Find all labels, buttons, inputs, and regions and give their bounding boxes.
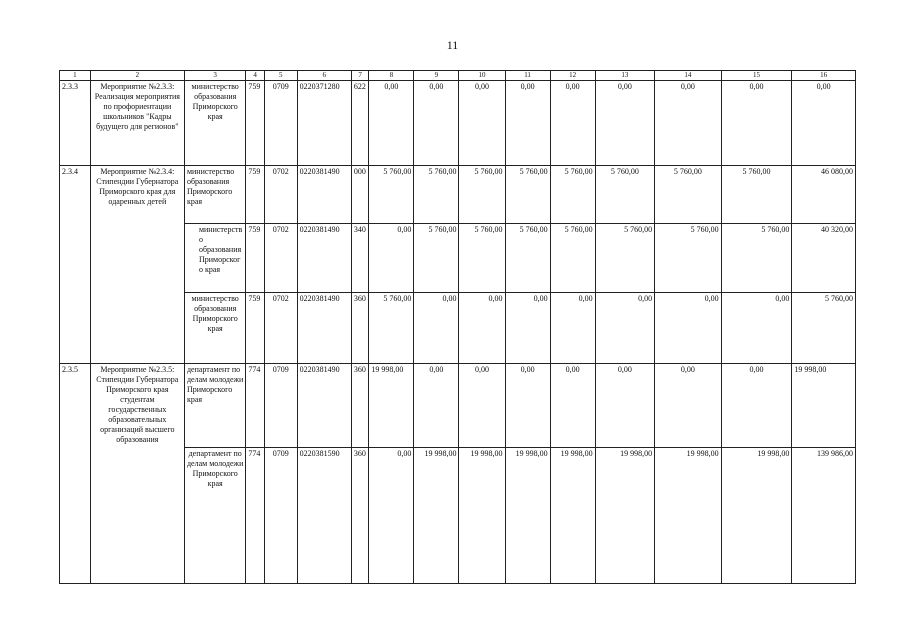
value-cell: 0,00 bbox=[459, 364, 505, 448]
header-cell: 7 bbox=[351, 71, 368, 81]
header-row bbox=[60, 71, 856, 81]
cell-6: 0220381590 bbox=[297, 448, 351, 584]
value-cell: 0,00 bbox=[721, 364, 792, 448]
value-cell: 19 998,00 bbox=[505, 448, 550, 584]
value-cell: 5 760,00 bbox=[655, 166, 722, 224]
value-cell: 0,00 bbox=[595, 364, 654, 448]
value-cell: 5 760,00 bbox=[792, 293, 856, 364]
cell-6: 0220381490 bbox=[297, 364, 351, 448]
page-number: 11 bbox=[446, 38, 459, 52]
cell-6: 0220381490 bbox=[297, 224, 351, 293]
cell-5: 0709 bbox=[264, 448, 297, 584]
cell-5: 0709 bbox=[264, 81, 297, 166]
cell-5: 0702 bbox=[264, 166, 297, 224]
cell-6: 0220381490 bbox=[297, 293, 351, 364]
header-cell: 3 bbox=[184, 71, 245, 81]
value-cell: 0,00 bbox=[414, 293, 459, 364]
cell-7: 360 bbox=[351, 364, 368, 448]
value-cell: 0,00 bbox=[369, 448, 414, 584]
cell-4: 759 bbox=[246, 166, 264, 224]
item-number: 2.3.3 bbox=[60, 81, 91, 166]
value-cell: 19 998,00 bbox=[369, 364, 414, 448]
cell-5: 0702 bbox=[264, 224, 297, 293]
value-cell: 5 760,00 bbox=[505, 224, 550, 293]
value-cell: 0,00 bbox=[721, 293, 792, 364]
header-cell: 6 bbox=[297, 71, 351, 81]
value-cell: 0,00 bbox=[505, 364, 550, 448]
cell-7: 000 bbox=[351, 166, 368, 224]
header-cell: 15 bbox=[721, 71, 792, 81]
value-cell: 5 760,00 bbox=[505, 166, 550, 224]
header-cell: 16 bbox=[792, 71, 856, 81]
event-name: Мероприятие №2.3.3: Реализация мероприятия по профориентации школьников "Кадры будущего для регионов" bbox=[90, 81, 184, 166]
executor: департамент по делам молодежи Приморского края bbox=[184, 448, 245, 584]
header-cell: 9 bbox=[414, 71, 459, 81]
table-row bbox=[60, 364, 856, 448]
cell-7: 340 bbox=[351, 224, 368, 293]
budget-table bbox=[59, 70, 856, 584]
header-cell: 11 bbox=[505, 71, 550, 81]
executor: министерство образования Приморского края bbox=[184, 293, 245, 364]
value-cell: 0,00 bbox=[721, 81, 792, 166]
header-cell: 4 bbox=[246, 71, 264, 81]
cell-4: 774 bbox=[246, 364, 264, 448]
value-cell: 0,00 bbox=[595, 293, 654, 364]
table-row bbox=[60, 166, 856, 224]
value-cell: 5 760,00 bbox=[721, 166, 792, 224]
value-cell: 5 760,00 bbox=[369, 166, 414, 224]
header-cell: 2 bbox=[90, 71, 184, 81]
value-cell: 5 760,00 bbox=[369, 293, 414, 364]
cell-5: 0702 bbox=[264, 293, 297, 364]
value-cell: 0,00 bbox=[414, 81, 459, 166]
header-cell: 14 bbox=[655, 71, 722, 81]
value-cell: 5 760,00 bbox=[459, 224, 505, 293]
value-cell: 46 080,00 bbox=[792, 166, 856, 224]
value-cell: 139 986,00 bbox=[792, 448, 856, 584]
value-cell: 5 760,00 bbox=[550, 166, 595, 224]
cell-7: 360 bbox=[351, 293, 368, 364]
header-cell: 1 bbox=[60, 71, 91, 81]
header-cell: 8 bbox=[369, 71, 414, 81]
item-number: 2.3.4 bbox=[60, 166, 91, 364]
value-cell: 5 760,00 bbox=[655, 224, 722, 293]
value-cell: 0,00 bbox=[792, 81, 856, 166]
value-cell: 5 760,00 bbox=[414, 224, 459, 293]
value-cell: 19 998,00 bbox=[721, 448, 792, 584]
value-cell: 0,00 bbox=[550, 293, 595, 364]
value-cell: 5 760,00 bbox=[595, 224, 654, 293]
value-cell: 19 998,00 bbox=[459, 448, 505, 584]
value-cell: 0,00 bbox=[505, 81, 550, 166]
value-cell: 0,00 bbox=[655, 81, 722, 166]
header-cell: 13 bbox=[595, 71, 654, 81]
executor: министерство образования Приморского края bbox=[184, 166, 245, 224]
cell-4: 759 bbox=[246, 224, 264, 293]
value-cell: 19 998,00 bbox=[550, 448, 595, 584]
executor: министерство образования Приморского края bbox=[184, 224, 245, 293]
cell-4: 774 bbox=[246, 448, 264, 584]
value-cell: 0,00 bbox=[655, 293, 722, 364]
value-cell: 40 320,00 bbox=[792, 224, 856, 293]
value-cell: 19 998,00 bbox=[414, 448, 459, 584]
value-cell: 0,00 bbox=[550, 364, 595, 448]
cell-5: 0709 bbox=[264, 364, 297, 448]
value-cell: 19 998,00 bbox=[655, 448, 722, 584]
value-cell: 19 998,00 bbox=[792, 364, 856, 448]
value-cell: 5 760,00 bbox=[550, 224, 595, 293]
event-name: Мероприятие №2.3.5: Стипендии Губернатора Приморского края студентам государственных образовательных организаций высшего образования bbox=[90, 364, 184, 584]
executor: департамент по делам молодежи Приморского края bbox=[184, 364, 245, 448]
value-cell: 0,00 bbox=[655, 364, 722, 448]
cell-4: 759 bbox=[246, 293, 264, 364]
header-cell: 5 bbox=[264, 71, 297, 81]
value-cell: 5 760,00 bbox=[595, 166, 654, 224]
cell-7: 622 bbox=[351, 81, 368, 166]
value-cell: 0,00 bbox=[414, 364, 459, 448]
cell-6: 0220371280 bbox=[297, 81, 351, 166]
executor: министерство образования Приморского края bbox=[184, 81, 245, 166]
value-cell: 0,00 bbox=[459, 81, 505, 166]
cell-4: 759 bbox=[246, 81, 264, 166]
value-cell: 0,00 bbox=[595, 81, 654, 166]
event-name: Мероприятие №2.3.4: Стипендии Губернатора Приморского края для одаренных детей bbox=[90, 166, 184, 364]
value-cell: 0,00 bbox=[459, 293, 505, 364]
header-cell: 10 bbox=[459, 71, 505, 81]
table-row bbox=[60, 81, 856, 166]
item-number: 2.3.5 bbox=[60, 364, 91, 584]
value-cell: 0,00 bbox=[369, 81, 414, 166]
cell-6: 0220381490 bbox=[297, 166, 351, 224]
value-cell: 5 760,00 bbox=[721, 224, 792, 293]
value-cell: 0,00 bbox=[505, 293, 550, 364]
header-cell: 12 bbox=[550, 71, 595, 81]
value-cell: 0,00 bbox=[550, 81, 595, 166]
value-cell: 5 760,00 bbox=[414, 166, 459, 224]
value-cell: 0,00 bbox=[369, 224, 414, 293]
value-cell: 19 998,00 bbox=[595, 448, 654, 584]
value-cell: 5 760,00 bbox=[459, 166, 505, 224]
cell-7: 360 bbox=[351, 448, 368, 584]
